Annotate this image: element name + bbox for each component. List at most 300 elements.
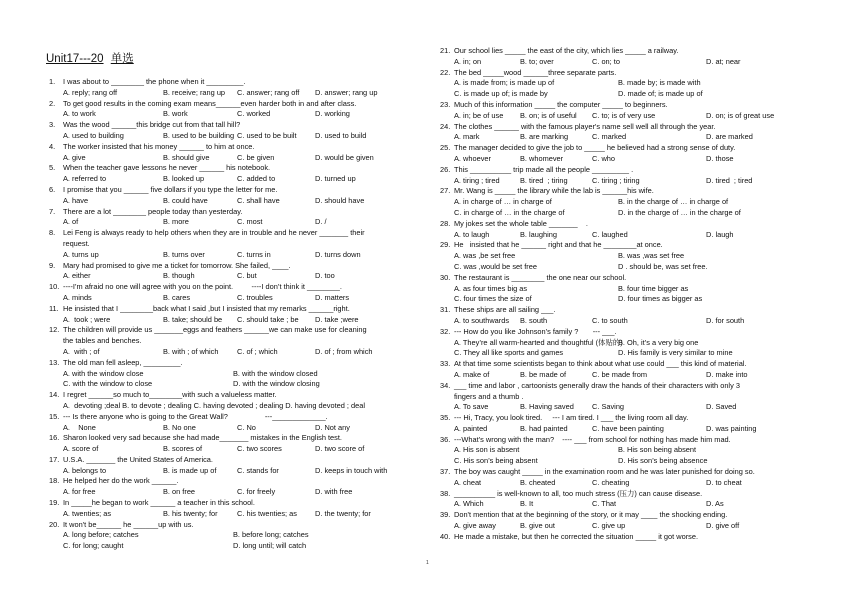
options-row [437, 294, 787, 305]
answer-option: A. took ; were [63, 314, 111, 324]
answer-option: C. with the window to close [63, 379, 153, 389]
question-text: He insisted that I ________back what I said ,but I insisted that my remarks ______right. [63, 303, 350, 313]
options-row [46, 444, 420, 455]
options-row [46, 250, 420, 261]
question-text: The old man fell asleep, _________. [63, 357, 183, 367]
answer-option: D. the twenty; for [315, 508, 371, 518]
question-item [46, 207, 420, 229]
answer-option: C. used to be built [237, 130, 297, 140]
question-item [46, 163, 420, 185]
question-number: 13. [49, 357, 60, 367]
question-item [437, 510, 787, 532]
answer-option: B. It [520, 499, 534, 509]
question-number: 16. [49, 433, 60, 443]
question-item [46, 455, 420, 477]
question-text: Mr. Wang is _____ the library while the lab is ______his wife. [454, 186, 654, 196]
question-text: He helped her do the work ______. [63, 476, 179, 486]
question-item [437, 165, 787, 187]
answer-option: D. As [706, 499, 724, 509]
options-row [46, 509, 420, 520]
answer-option: A. was ,be set free [454, 251, 516, 261]
answer-option: B. used to be building [163, 130, 235, 140]
question-text: When the teacher gave lessons he never ______ his notebook. [63, 163, 271, 173]
question-number: 35. [440, 413, 451, 423]
options-row [437, 132, 787, 143]
answer-option: C. marked [592, 132, 627, 142]
answer-option: B. tired ; tiring [520, 175, 568, 185]
question-item [437, 100, 787, 122]
question-item [437, 186, 787, 218]
answer-option: C. but [237, 271, 257, 281]
options-row [437, 251, 787, 262]
answer-option: A. To save [454, 402, 489, 412]
question-text: The manager decided to give the job to _____ he believed had a strong sense of duty. [454, 143, 736, 153]
answer-option: B. Oh, it’s a very big one [618, 337, 699, 347]
answer-option: A. have [63, 195, 89, 205]
question-item [437, 435, 787, 467]
answer-option: C. answer; rang off [237, 87, 300, 97]
answer-option: D. matters [315, 292, 350, 302]
answer-option: C. for long; caught [63, 541, 124, 551]
answer-option: C. give up [592, 521, 626, 531]
answer-option: C. have been painting [592, 423, 664, 433]
answer-option: A. to southwards [454, 315, 510, 325]
answer-option: A. as four times big as [454, 283, 528, 293]
answer-option: C. turns in [237, 249, 271, 259]
question-text: Much of this information _____ the computer _____ to beginners. [454, 99, 668, 109]
options-row [46, 530, 420, 541]
question-list-right [437, 46, 787, 543]
question-stem [46, 390, 420, 401]
question-number: 3. [49, 120, 56, 130]
question-item [46, 77, 420, 99]
options-row [46, 541, 420, 552]
question-text: The worker insisted that his money ______ to him at once. [63, 141, 255, 151]
answer-option: D. His family is very similar to mine [618, 348, 733, 358]
question-item [46, 228, 420, 260]
question-list-left [46, 77, 420, 552]
answer-option: A. mark [454, 132, 480, 142]
answer-option: A. minds [63, 292, 92, 302]
question-stem [437, 219, 787, 230]
question-text: ___ time and labor , cartoonists generally draw the hands of their characters with only 3 fingers and a thumb . [454, 380, 740, 401]
answer-option: C. to; is of very use [592, 110, 656, 120]
question-item [437, 359, 787, 381]
answer-option: D. four times as bigger as [618, 294, 703, 304]
options-row [46, 196, 420, 207]
question-item [437, 46, 787, 68]
question-number: 4. [49, 141, 56, 151]
question-item [437, 219, 787, 241]
page-number: 1 [426, 560, 429, 566]
answer-option: B. is made up of [163, 465, 217, 475]
question-stem [437, 240, 787, 251]
answer-option: B. his twenty; for [163, 508, 218, 518]
question-item [46, 433, 420, 455]
answer-option: A. tiring ; tired [454, 175, 500, 185]
answer-option: C. worked [237, 109, 271, 119]
options-row [46, 379, 420, 390]
options-row [437, 262, 787, 273]
options-row [46, 153, 420, 164]
question-text: --- How do you like Johnson’s family ? --- ___. [454, 326, 617, 336]
question-text: ----I’m afraid no one will agree with you on the point. ----I don’t think it ________. [63, 282, 342, 292]
options-row [437, 478, 787, 489]
answer-option: A. belongs to [63, 465, 107, 475]
question-text: Mary had promised to give me a ticket for tomorrow. She failed, ____. [63, 260, 291, 270]
question-item [437, 122, 787, 144]
title-subtitle: 单选 [110, 53, 134, 65]
answer-option: C. was ,would be set free [454, 261, 537, 271]
options-row [437, 230, 787, 241]
options-row [437, 348, 787, 359]
answer-option: B. are marking [520, 132, 569, 142]
question-text: Don't mention that at the beginning of the story, or it may ____ the shocking ending. [454, 510, 728, 520]
answer-option: A. with the window close [63, 368, 144, 378]
options-row [46, 293, 420, 304]
answer-option: C. who [592, 153, 616, 163]
answer-option: C. added to [237, 174, 276, 184]
question-number: 25. [440, 143, 451, 153]
question-text: I regret ______so much to________with such a valueless matter. [63, 390, 277, 400]
options-row [437, 208, 787, 219]
answer-option: A. cheat [454, 477, 482, 487]
question-item [46, 99, 420, 121]
question-stem [437, 68, 787, 79]
answer-option: A. Which [454, 499, 484, 509]
left-column [46, 52, 420, 552]
question-text: There are a lot ________ people today than yesterday. [63, 206, 243, 216]
question-text: He insisted that he ______ right and that he ________at once. [454, 240, 663, 250]
question-number: 38. [440, 488, 451, 498]
answer-option: D. turned up [315, 174, 356, 184]
question-text: --- Is there anyone who is going to the Great Wall? ---_____________. [63, 411, 328, 421]
answer-option: B. made by; is made with [618, 78, 701, 88]
answer-option: C. They all like sports and games [454, 348, 564, 358]
answer-option: C. his twenties; as [237, 508, 297, 518]
answer-option: D. give off [706, 521, 740, 531]
question-item [46, 282, 420, 304]
question-text: The boy was caught _____ in the examination room and he was later punished for doing so. [454, 467, 755, 477]
answer-option: A. used to building [63, 130, 124, 140]
answer-option: B. on free [163, 487, 196, 497]
answer-option: C. four times the size of [454, 294, 532, 304]
answer-option: D. too [315, 271, 335, 281]
answer-option: A. for free [63, 487, 96, 497]
answer-option: A. long before; catches [63, 530, 139, 540]
question-stem [46, 455, 420, 466]
question-text: __________ is well-known to all, too much stress (压力) can cause disease. [454, 488, 703, 498]
question-stem [46, 358, 420, 369]
question-text: These ships are all sailing ___. [454, 305, 556, 315]
question-number: 11. [49, 303, 59, 313]
question-stem [46, 120, 420, 131]
answer-option: C. be given [237, 152, 275, 162]
options-row [437, 78, 787, 89]
answer-option: C. most [237, 217, 263, 227]
answer-option: A. turns up [63, 249, 99, 259]
question-number: 18. [49, 476, 60, 486]
question-text: It won't be______ he ______up with us. [63, 519, 194, 529]
question-stem [437, 381, 787, 403]
question-item [46, 476, 420, 498]
question-stem [437, 327, 787, 338]
answer-option: D. keeps in touch with [315, 465, 388, 475]
answer-option: B. whomever [520, 153, 564, 163]
answer-option: B. to; over [520, 56, 554, 66]
answer-option: C. That [592, 499, 617, 509]
answer-option: A. in charge of … in charge of [454, 197, 552, 207]
answer-option: B. cares [163, 292, 191, 302]
answer-option: A. make of [454, 369, 490, 379]
answer-option: A. None [63, 422, 96, 432]
question-item [437, 143, 787, 165]
options-row [46, 88, 420, 99]
answer-option: C. be made from [592, 369, 648, 379]
question-item [46, 185, 420, 207]
answer-option: B. His son being absent [618, 445, 697, 455]
options-row [46, 487, 420, 498]
question-number: 32. [440, 326, 451, 336]
question-stem [46, 77, 420, 88]
answer-option: B. south [520, 315, 548, 325]
answer-option: A. in; on [454, 56, 482, 66]
answer-option: B. turns over [163, 249, 205, 259]
question-item [46, 390, 420, 412]
answer-option: A. give [63, 152, 86, 162]
question-number: 24. [440, 121, 451, 131]
answer-option: B. with ; of which [163, 346, 219, 356]
answer-option: A. twenties; as [63, 508, 112, 518]
options-row [437, 316, 787, 327]
answer-option: B. take; should be [163, 314, 223, 324]
question-item [46, 120, 420, 142]
answer-option: A. whoever [454, 153, 491, 163]
question-stem [437, 435, 787, 446]
options-row [437, 499, 787, 510]
question-stem [437, 46, 787, 57]
question-text: The children will provide us _______eggs and feathers ______we can make use for cleaning the tables and benches. [63, 325, 367, 346]
question-item [437, 68, 787, 100]
question-item [46, 261, 420, 283]
answer-option: A. His son is absent [454, 445, 520, 455]
answer-option: C. for freely [237, 487, 276, 497]
question-stem [437, 273, 787, 284]
answer-option: D. answer; rang up [315, 87, 378, 97]
answer-option: D. make into [706, 369, 748, 379]
answer-option: D. was painting [706, 423, 757, 433]
answer-option: A. reply; rang off [63, 87, 118, 97]
question-item [46, 142, 420, 164]
answer-option: C. tiring ; tiring [592, 175, 640, 185]
question-text: Sharon looked very sad because she had made_______ mistakes in the English test. [63, 433, 342, 443]
question-text: The restaurant is ________ the one near our school. [454, 272, 627, 282]
answer-option: B. laughing [520, 229, 557, 239]
options-row [46, 369, 420, 380]
answer-option: C. cheating [592, 477, 630, 487]
question-stem [437, 467, 787, 478]
options-row [46, 109, 420, 120]
question-item [46, 304, 420, 326]
question-stem [437, 100, 787, 111]
answer-option: C. on; to [592, 56, 620, 66]
question-text: --- Hi, Tracy, you look tired. --- I am tired. I ___ the living room all day. [454, 413, 689, 423]
answer-option: D. would be given [315, 152, 374, 162]
answer-option: D. in the charge of … in the charge of [618, 207, 741, 217]
question-stem [46, 163, 420, 174]
question-number: 5. [49, 163, 56, 173]
answer-option: A. to laugh [454, 229, 490, 239]
question-text: U.S.A. _______ the United States of America. [63, 454, 213, 464]
answer-option: A. is made from; is made up of [454, 78, 555, 88]
answer-option: D. are marked [706, 132, 753, 142]
answer-option: B. had painted [520, 423, 568, 433]
question-number: 14. [49, 390, 60, 400]
answer-option: B. Having saved [520, 402, 574, 412]
question-item [437, 489, 787, 511]
options-row [46, 131, 420, 142]
answer-option: A. either [63, 271, 91, 281]
question-number: 6. [49, 184, 56, 194]
answer-option: D. at; near [706, 56, 741, 66]
question-number: 10. [49, 282, 60, 292]
answer-option: D. for south [706, 315, 745, 325]
answer-option: C. should take ; be [237, 314, 299, 324]
question-stem [437, 413, 787, 424]
answer-option: D. of ; from which [315, 346, 373, 356]
answer-option: D. made of; is made up of [618, 89, 703, 99]
question-stem [437, 489, 787, 500]
answer-option: D. laugh [706, 229, 734, 239]
answer-option: A. give away [454, 521, 496, 531]
options-row [437, 402, 787, 413]
options-row [437, 154, 787, 165]
question-item [46, 358, 420, 390]
answer-option: D. to cheat [706, 477, 742, 487]
answer-option: D. long until; will catch [233, 541, 307, 551]
question-item [46, 325, 420, 357]
question-number: 19. [49, 498, 60, 508]
options-row [46, 174, 420, 185]
question-text: I was about to ________ the phone when it _________. [63, 77, 246, 86]
question-number: 30. [440, 272, 451, 282]
options-row [437, 89, 787, 100]
answer-option: D. should have [315, 195, 365, 205]
question-stem [46, 228, 420, 250]
question-number: 15. [49, 411, 60, 421]
question-stem [437, 143, 787, 154]
question-item [46, 520, 420, 552]
answer-option: D. take ;were [315, 314, 359, 324]
answer-option: C. His son’s being absent [454, 456, 538, 466]
answer-option: A. They’re all warm-hearted and thoughtful (体贴的) [454, 337, 623, 347]
answer-option: D. / [315, 217, 327, 227]
answer-option: D. His son’s being absence [618, 456, 708, 466]
question-item [437, 273, 787, 305]
right-column [437, 46, 787, 543]
options-row [437, 57, 787, 68]
question-number: 22. [440, 67, 451, 77]
answer-option: A. referred to [63, 174, 107, 184]
answer-option: D. used to build [315, 130, 367, 140]
question-stem [437, 532, 787, 543]
question-item [437, 413, 787, 435]
answer-option: B. though [163, 271, 195, 281]
options-row [46, 466, 420, 477]
options-row [437, 424, 787, 435]
options-row [437, 197, 787, 208]
options-row [46, 271, 420, 282]
question-text: Lei Feng is always ready to help others when they are in trouble and he never _______ their request. [63, 228, 365, 248]
answer-option: D. turns down [315, 249, 361, 259]
answer-option: C. two scores [237, 444, 282, 454]
question-text: I promise that you ______ five dollars if you type the letter for me. [63, 184, 278, 194]
question-text: At that time some scientists began to think about what use could ___ this kind of material. [454, 359, 747, 369]
answer-option: B. looked up [163, 174, 205, 184]
question-stem [46, 304, 420, 315]
question-text: This __________ trip made all the people _________ . [454, 164, 634, 174]
question-item [437, 467, 787, 489]
answer-option: A. of [63, 217, 79, 227]
question-stem [46, 520, 420, 531]
answer-option: C. to south [592, 315, 628, 325]
question-stem [46, 476, 420, 487]
question-item [437, 240, 787, 272]
question-number: 9. [49, 260, 56, 270]
answer-option: A. painted [454, 423, 488, 433]
answer-option: B. be made of [520, 369, 567, 379]
options-row [437, 521, 787, 532]
question-number: 36. [440, 434, 451, 444]
answer-option: B. cheated [520, 477, 556, 487]
options-row [437, 284, 787, 295]
answer-option: D. working [315, 109, 350, 119]
answer-option: D. those [706, 153, 734, 163]
question-text: ---What’s wrong with the man? ---- ___ from school for nothing has made him mad. [454, 434, 731, 444]
question-stem [437, 305, 787, 316]
answer-option: C. stands for [237, 465, 279, 475]
question-number: 7. [49, 206, 56, 216]
answer-option: B. should give [163, 152, 210, 162]
options-row [46, 347, 420, 358]
question-item [437, 381, 787, 413]
question-number: 12. [49, 325, 60, 335]
options-row [437, 338, 787, 349]
answer-option: A. score of [63, 444, 99, 454]
question-item [46, 498, 420, 520]
question-stem [46, 325, 420, 347]
answer-option: B. scores of [163, 444, 203, 454]
title-text: Unit17---20 [46, 53, 104, 65]
answer-option: D. two score of [315, 444, 365, 454]
answer-option: B. before long; catches [233, 530, 309, 540]
question-stem [46, 282, 420, 293]
options-row [437, 111, 787, 122]
question-text: The bed _____wood ______three separate parts. [454, 67, 617, 77]
question-stem [46, 498, 420, 509]
answer-option: C. in charge of … in the charge of [454, 207, 565, 217]
question-stem [437, 186, 787, 197]
answer-option: D. tired ; tired [706, 175, 753, 185]
question-number: 26. [440, 164, 451, 174]
question-number: 2. [49, 98, 56, 108]
answer-option: D. with free [315, 487, 353, 497]
question-number: 37. [440, 467, 451, 477]
question-item [437, 327, 787, 359]
options-row [437, 456, 787, 467]
question-stem [437, 165, 787, 176]
question-number: 21. [440, 46, 451, 55]
